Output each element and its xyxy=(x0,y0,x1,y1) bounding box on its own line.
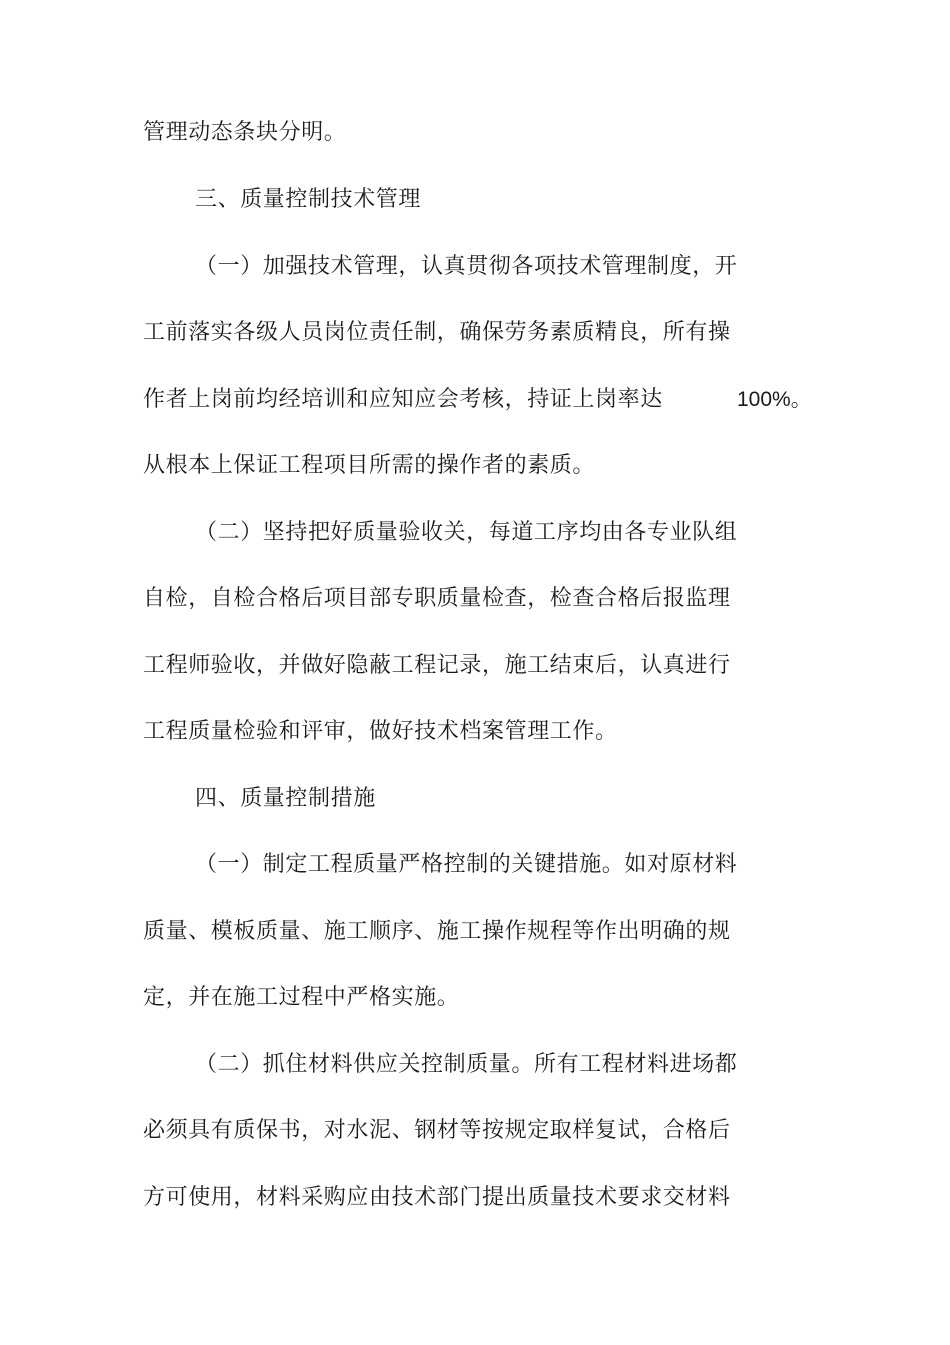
paragraph-line: 从根本上保证工程项目所需的操作者的素质。 xyxy=(143,453,596,478)
paragraph-line: 管理动态条块分明。 xyxy=(143,120,347,145)
paragraph-line: （二）抓住材料供应关控制质量。所有工程材料进场都 xyxy=(195,1052,738,1077)
paragraph-line: 质量、模板质量、施工顺序、施工操作规程等作出明确的规 xyxy=(143,919,731,944)
paragraph-line: 工前落实各级人员岗位责任制，确保劳务素质精良，所有操 xyxy=(143,320,731,345)
section-heading: 三、质量控制技术管理 xyxy=(195,187,422,212)
section-heading: 四、质量控制措施 xyxy=(195,786,376,811)
paragraph-line: 自检，自检合格后项目部专职质量检查，检查合格后报监理 xyxy=(143,586,731,611)
paragraph-line: 工程师验收，并做好隐蔽工程记录，施工结束后，认真进行 xyxy=(143,653,731,678)
paragraph-line: 方可使用，材料采购应由技术部门提出质量技术要求交材料 xyxy=(143,1185,731,1210)
paragraph-line: 必须具有质保书，对水泥、钢材等按规定取样复试，合格后 xyxy=(143,1118,731,1143)
paragraph-line: 定，并在施工过程中严格实施。 xyxy=(143,985,460,1010)
paragraph-line: 工程质量检验和评审，做好技术档案管理工作。 xyxy=(143,719,618,744)
rate-value: 100%。 xyxy=(737,388,812,411)
paragraph-line: （一）制定工程质量严格控制的关键措施。如对原材料 xyxy=(195,852,738,877)
paragraph-line: （一）加强技术管理，认真贯彻各项技术管理制度，开 xyxy=(195,254,738,279)
paragraph-line: （二）坚持把好质量验收关，每道工序均由各专业队组 xyxy=(195,520,738,545)
paragraph-line: 作者上岗前均经培训和应知应会考核，持证上岗率达 xyxy=(143,387,663,412)
